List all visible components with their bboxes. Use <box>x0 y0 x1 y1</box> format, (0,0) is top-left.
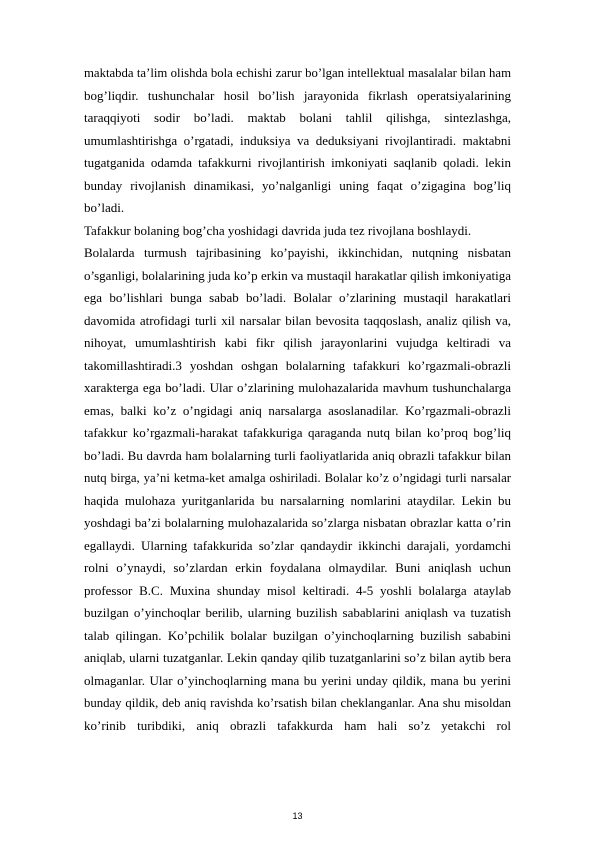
text-line: nutq birga, ya’ni ketma-ket amalga oshiriladi. Bolalar ko’z o’ngidagi turli narsalar <box>84 471 511 485</box>
text-line: bunday qildik, deb aniq ravishda ko’rsatish bilan cheklanganlar. Ana shu misoldan <box>84 696 511 710</box>
text-line: yoshdagi ba’zi bolalarning mulohazalarida so’zlarga nisbatan obrazlar katta o’rin <box>84 515 511 530</box>
text-line: professor B.C. Muxina shunday misol keltiradi. 4-5 yoshli bolalarga ataylab <box>84 582 511 598</box>
text-line: aniqlab, ularni tuzatganlar. Lekin qanday qilib tuzatganlarini so’z bilan aytib bera <box>84 650 511 665</box>
body-text <box>84 62 511 737</box>
text-line: taraqqiyoti sodir bo’ladi. maktab bolani tahlil qilishga, sintezlashga, <box>84 110 511 125</box>
text-line: tugatganida odamda tafakkurni rivojlantirish imkoniyati saqlanib qoladi. lekin <box>84 155 511 170</box>
text-line: davomida atrofidagi turli xil narsalar bilan bevosita taqqoslash, analiz qilish va, <box>84 312 511 328</box>
text-line: ko’rinib turibdiki, aniq obrazli tafakkurda ham hali so’z yetakchi rol <box>84 717 511 733</box>
text-line: egallaydi. Ularning tafakkurida so’zlar qandaydir ikkinchi darajali, yordamchi <box>84 537 511 553</box>
page-number: 13 <box>292 811 303 821</box>
text-line: xarakterga ega bo’ladi. Ular o’zlarining mulohazalarida mavhum tushunchalarga <box>84 380 511 395</box>
text-line: emas, balki ko’z o’ngidagi aniq narsalarga asoslanadilar. Ko’rgazmali-obrazli <box>84 402 511 418</box>
text-line: Tafakkur bolaning bog’cha yoshidagi davrida juda tez rivojlana boshlaydi. <box>84 222 472 238</box>
text-line: Bolalarda turmush tajribasining ko’payishi, ikkinchidan, nutqning nisbatan <box>84 245 511 260</box>
text-line: maktabda ta’lim olishda bola echishi zarur bo’lgan intellektual masalalar bilan ham <box>84 66 511 80</box>
text-line: rolni o’ynaydi, so’zlardan erkin foydalana olmaydilar. Buni aniqlash uchun <box>84 560 511 575</box>
text-line: bo’ladi. <box>84 200 125 215</box>
text-line: talab qilingan. Ko’pchilik bolalar buzilgan o’yinchoqlarning buzilish sababini <box>84 627 511 643</box>
text-line: umumlashtirishga o’rgatadi, induksiya va deduksiyani rivojlantiradi. maktabni <box>84 132 511 148</box>
text-line: nihoyat, umumlashtirish kabi fikr qilish jarayonlarini vujudga keltiradi va <box>84 335 511 350</box>
text-line: buzilgan o’yinchoqlar berilib, ularning buzilish sabablarini aniqlash va tuzatish <box>84 605 511 620</box>
text-line: o’sganligi, bolalarining juda ko’p erkin va mustaqil harakatlar qilish imkoniyatiga <box>84 267 511 283</box>
text-line: bo’ladi. Bu davrda ham bolalarning turli faoliyatlarida aniq obrazli tafakkur bilan <box>84 447 511 463</box>
text-line: olmaganlar. Ular o’yinchoqlarning mana bu yerini unday qildik, mana bu yerini <box>84 672 511 688</box>
text-line: haqida mulohaza yuritganlarida bu narsalarning nomlarini ataydilar. Lekin bu <box>84 492 511 508</box>
text-line: takomillashtiradi.3 yoshdan oshgan bolalarning tafakkuri ko’rgazmali-obrazli <box>84 357 511 373</box>
text-line: tafakkur ko’rgazmali-harakat tafakkuriga qaraganda nutq bilan ko’proq bog’liq <box>84 425 511 440</box>
text-line: bunday rivojlanish dinamikasi, yo’nalganligi uning faqat o’zigagina bog’liq <box>84 177 511 193</box>
text-line: ega bo’lishlari bunga sabab bo’ladi. Bolalar o’zlarining mustaqil harakatlari <box>84 290 511 305</box>
text-line: bog’liqdir. tushunchalar hosil bo’lish jarayonida fikrlash operatsiyalarining <box>84 87 511 103</box>
